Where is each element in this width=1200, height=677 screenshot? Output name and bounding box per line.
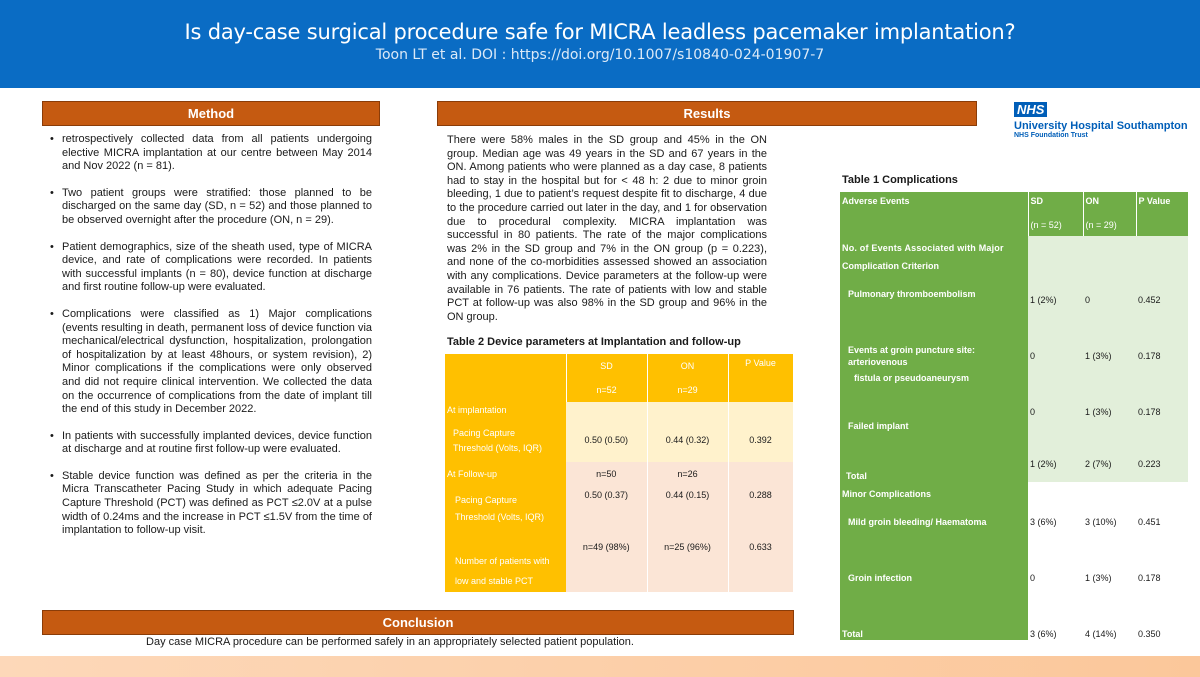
table2-label: Number of patients with low and stable PCT [445,530,566,592]
table2-label: Pacing Capture Threshold (Volts, IQR) [445,486,566,530]
table2-header-row [445,354,793,402]
table2-device-parameters [445,354,794,592]
table2-section-implant: At implantation [445,402,566,418]
table-row [445,486,793,530]
table2-cell: n=49 (98%) [566,530,647,592]
nhs-logo [1014,101,1194,139]
table2-cell: 0.288 [728,486,793,530]
nhs-mark: NHS [1014,102,1047,117]
table2-header-sd: SD n=52 [566,354,647,402]
table1-major-block: No. of Events Associated with Major Complication Criterion Pulmonary thromboembolism Events at groin puncture site: arteriovenous fistula or pseudoaneurysm Failed implant Total [840,236,1028,482]
method-list [48,133,372,551]
table1-header-sd: SD (n = 52) [1028,192,1083,236]
table1-minor-on: 3 (10%) 1 (3%) 4 (14%) [1083,482,1136,640]
conclusion-heading: Conclusion [42,610,794,635]
table1-major-p: 0.452 0.178 0.178 0.223 [1136,236,1188,482]
table1-major-sd: 1 (2%) 0 0 1 (2%) [1028,236,1083,482]
table2-header-p: P Value [728,354,793,402]
method-item: • Two patient groups were stratified: those planned to be discharged on the same day (SD, n = 52) and those planned to be observed overnight after the procedure (ON, n = 29). [48,187,372,228]
logo-trust-name: NHS Foundation Trust [1014,132,1088,139]
table-row [445,462,793,486]
method-item: • Complications were classified as 1) Major complications (events resulting in death, permanent loss of device function via mechanical/electrical dysfunction, hospitalization, prolongation of hospitalization by at least 48hours, or system revision), 2) Minor complications if the complications were only observed and did not require clinical intervention. We collected the data on the occurrence of complications from the date of implant till the end of this study in December 2022. [48,308,372,417]
table1-minor-block: Minor Complications Mild groin bleeding/ Haematoma Groin infection Total [840,482,1028,640]
logo-org-name: University Hospital Southampton [1014,120,1188,132]
results-heading: Results [437,101,977,126]
table2-cell: 0.50 (0.50) [566,418,647,462]
table2-section-followup: At Follow-up [445,462,566,486]
table1-complications [840,192,1189,640]
table1-minor-p: 0.451 0.178 0.350 [1136,482,1188,640]
method-item: • Patient demographics, size of the sheath used, type of MICRA device, and rate of complications were recorded. In patients with successful implants (n = 80), device function at discharge and first routine follow-up were evaluated. [48,241,372,295]
table1-header-events: Adverse Events [840,192,1028,236]
poster-citation: Toon LT et al. DOI : https://doi.org/10.1007/s10840-024-01907-7 [375,47,825,63]
method-heading: Method [42,101,380,126]
results-paragraph: There were 58% males in the SD group and 45% in the ON group. Median age was 49 years in the SD and 67 years in the ON. Among patients who were planned as a day case, 8 patients had to stay in the hospital but for < 48 h: 2 due to minor groin bleeding, 1 due to patient’s request despite fit to discharge, 4 due to the procedure carried out later in the day, and 1 for observation due to procedural complexity. MICRA implantation was successful in 80 patients. The rate of the major complications was 2% in the SD group and 7% in the ON group (p = 0.223), and none of the co-morbidities assessed showed an association with any complications. Device parameters at the follow-up were available in 76 patients. The rate of patients with low and stable PCT at follow-up was also 98% in the SD group and 96% in the ON group. [447,134,767,323]
footer-band [0,656,1200,677]
table2-caption: Table 2 Device parameters at Implantation and follow-up [447,336,741,348]
table2-cell: 0.392 [728,418,793,462]
table1-header-row [840,192,1188,236]
table-row [840,236,1188,482]
table2-label: Pacing Capture Threshold (Volts, IQR) [445,418,566,462]
method-item: • retrospectively collected data from all patients undergoing elective MICRA implantation at our centre between May 2014 and Nov 2022 (n = 81). [48,133,372,174]
conclusion-text: Day case MICRA procedure can be performed safely in an appropriately selected patient population. [146,636,634,648]
table2-cell: 0.633 [728,530,793,592]
poster-header [0,0,1200,88]
table-row [445,402,793,418]
table-row [445,530,793,592]
table1-minor-sd: 3 (6%) 0 3 (6%) [1028,482,1083,640]
poster-title: Is day-case surgical procedure safe for MICRA leadless pacemaker implantation? [184,20,1016,44]
table1-header-p: P Value [1136,192,1188,236]
table2-header-blank [445,354,566,402]
table2-header-on: ON n=29 [647,354,728,402]
method-item: • Stable device function was defined as per the criteria in the Micra Transcatheter Pacing Study in which adequate Pacing Capture Threshold (PCT) was defined as PCT ≤2.0V at a pulse width of 0.24ms and the increase in PCT ≤1.5V from the time of implantation to follow-up visit. [48,470,372,538]
table2-cell: 0.44 (0.15) [647,486,728,530]
table-row [445,418,793,462]
table2-cell: 0.50 (0.37) [566,486,647,530]
table1-caption: Table 1 Complications [842,174,958,186]
table1-header-on: ON (n = 29) [1083,192,1136,236]
method-item: • In patients with successfully implanted devices, device function at discharge and at routine first follow-up were evaluated. [48,430,372,457]
table-row [840,482,1188,640]
table2-cell: n=25 (96%) [647,530,728,592]
table2-cell: n=26 [647,462,728,486]
table2-cell: 0.44 (0.32) [647,418,728,462]
table1-major-on: 0 1 (3%) 1 (3%) 2 (7%) [1083,236,1136,482]
table2-cell: n=50 [566,462,647,486]
